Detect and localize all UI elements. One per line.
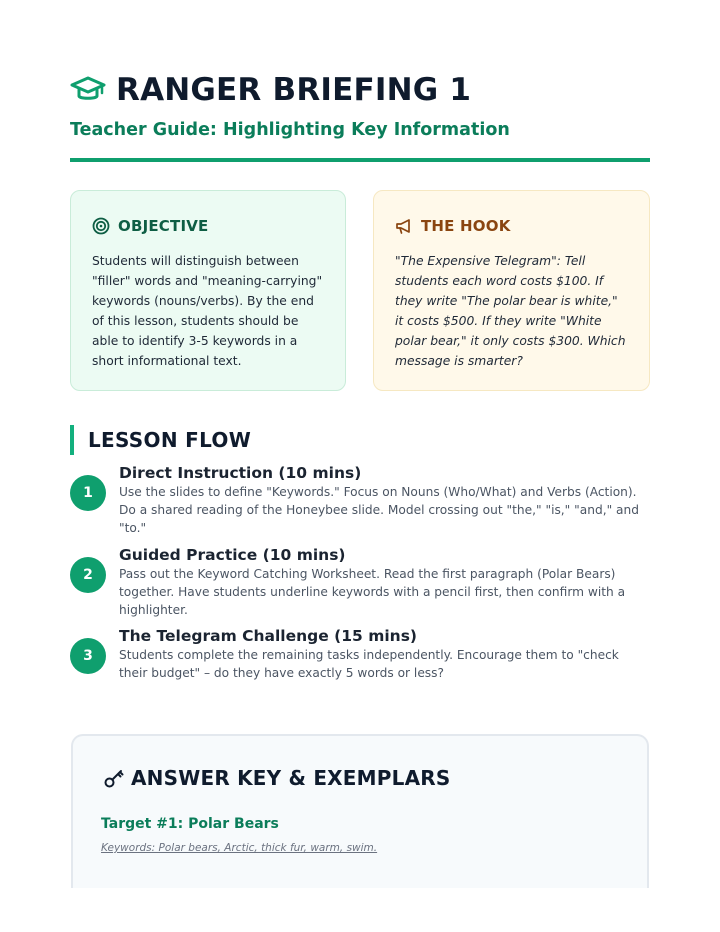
objective-card [70, 190, 346, 391]
hook-title: THE HOOK [421, 217, 511, 235]
step-content [119, 461, 649, 537]
section-accent-bar [70, 425, 74, 455]
step-content [119, 543, 649, 619]
step-number-badge: 1 [70, 475, 106, 511]
target-icon [92, 217, 110, 235]
lesson-flow-title: LESSON FLOW [88, 428, 252, 452]
hook-header [395, 215, 629, 237]
answer-key-header [103, 766, 450, 790]
step-content [119, 624, 649, 682]
hook-card [373, 190, 650, 391]
step-title: The Telegram Challenge (15 mins) [119, 627, 418, 645]
megaphone-icon [395, 217, 413, 235]
step-title: Guided Practice (10 mins) [119, 546, 346, 564]
key-icon [103, 767, 125, 789]
answer-key-card [71, 734, 649, 904]
header-divider [70, 158, 650, 162]
step-description: Students complete the remaining tasks independently. Encourage them to "check their budget" – do they have exactly 5 words or less? [119, 648, 619, 680]
step-number-badge: 3 [70, 638, 106, 674]
step-title: Direct Instruction (10 mins) [119, 464, 362, 482]
title-row [70, 70, 650, 110]
keywords-list: Keywords: Polar bears, Arctic, thick fur, warm, swim. [101, 842, 378, 854]
lesson-flow-header [70, 425, 251, 455]
objective-text: Students will distinguish between "filler" words and "meaning-carrying" keywords (nouns/verbs). By the end of this lesson, students should be able to identify 3-5 keywords in a short informational text. [92, 254, 323, 368]
document-header [70, 70, 650, 140]
hook-text: "The Expensive Telegram": Tell students each word costs $100. If they write "The polar bear is white," it costs $500. If they write "White polar bear," it only costs $300. Which message is smarter? [395, 254, 626, 368]
page-subtitle: Teacher Guide: Highlighting Key Information [70, 120, 510, 140]
step-number-badge: 2 [70, 557, 106, 593]
objective-header [92, 215, 325, 237]
page-title: RANGER BRIEFING 1 [116, 72, 472, 108]
page-bottom-edge [0, 888, 720, 932]
answer-key-title: ANSWER KEY & EXEMPLARS [131, 766, 451, 790]
graduation-cap-icon [70, 75, 106, 105]
target-title: Target #1: Polar Bears [101, 816, 279, 832]
step-description: Pass out the Keyword Catching Worksheet. Read the first paragraph (Polar Bears) together. Have students underline keywords with a pencil first, then confirm with a highlighter. [119, 567, 626, 617]
step-description: Use the slides to define "Keywords." Focus on Nouns (Who/What) and Verbs (Action). Do a shared reading of the Honeybee slide. Model crossing out "the," "is," "and," and "to." [119, 485, 639, 535]
objective-title: OBJECTIVE [118, 217, 209, 235]
